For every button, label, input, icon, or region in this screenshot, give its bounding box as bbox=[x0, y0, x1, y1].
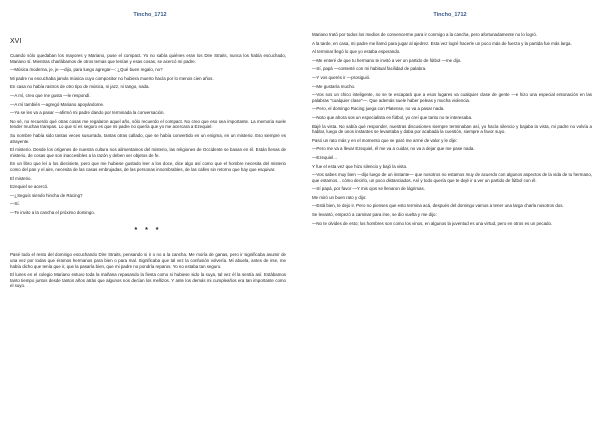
paragraph: Mariano trató por todos los medios de convencerme para ir conmigo a la cancha, pero afortunadamente no lo logró. bbox=[312, 32, 538, 37]
paragraph: —Noto que ahora sos un especialista en fútbol, yo creí que tanto no te interesaba. bbox=[312, 114, 473, 120]
right-page-body bbox=[300, 32, 600, 229]
paragraph: —¿Seguís siendo hincha de Racing? bbox=[10, 192, 83, 198]
paragraph: El misterio. bbox=[10, 175, 32, 181]
paragraph: —Ezequiel... bbox=[312, 154, 337, 160]
paragraph: —Vos sos un chico inteligente, no se te escapará que a esos lugares va cualquier clase de gente —e hizo una especial entonación en las palabras "cualquier clase"—. Que además suele haber peleas y mucha violencia. bbox=[312, 92, 592, 103]
paragraph: A la tarde, en casa, mi padre me llamó para jugar al ajedrez. Esta vez logré hacerle un poco más de fuerza y la partida fue más larga. bbox=[312, 40, 572, 46]
paragraph: —A mí, creo que me gusta —le respondí. bbox=[10, 92, 91, 98]
left-page-body bbox=[0, 38, 300, 292]
paragraph: —Me enteré de que tu hermano te invitó a ver un partido de fútbol —me dijo. bbox=[312, 57, 462, 63]
paragraph: Y fue el esta vez que hizo silencio y bajó la vista. bbox=[312, 163, 408, 169]
paragraph: —A mí también —agregó Mariano apoyándome. bbox=[10, 101, 105, 107]
paragraph: —Sí. bbox=[10, 201, 20, 207]
paragraph: —Te invito a la cancha el próximo domingo. bbox=[10, 209, 95, 215]
paragraph: —Me gustaría mucho. bbox=[312, 83, 356, 89]
paragraph: —Sí, papá —contesté con mi habitual facilidad de palabra. bbox=[312, 66, 427, 72]
paragraph: El misterio. Desde los orígenes de nuestra cultura nos alimentamos del misterio, las religiones de Occidente se basan en él. Están llenas de misterio, de cosas que son inaccesibles a la razón y deben ser objetos de fe. bbox=[10, 147, 286, 158]
chapter-title: XVI bbox=[10, 38, 22, 45]
paragraph: —Pero me va a llevar Ezequiel, él me va a cuidar, no va a dejar que me pase nada. bbox=[312, 146, 475, 152]
paragraph: —Pero, el domingo Racing juega con Platense, no va a pasar nada. bbox=[312, 106, 445, 112]
paragraph: El lunes en el colegio Mariano estuvo toda la mañana repasando la fiesta como si hubiese sido la suya, tal vez él la sentía así. Estábamos tanto tiempo juntos desde tantos años atrás que algunos nos decían los mellizos. Y ante los demás mi cumpleaños era tan importante como el suyo. bbox=[10, 272, 286, 289]
left-paragraphs-b bbox=[10, 252, 286, 289]
paragraph: Me miró un buen rato y dijo: bbox=[312, 194, 367, 200]
paragraph: Pasé todo el resto del domingo escuchando Dire Straits, pensando si ir o no a la cancha. Me moría de ganas, pero ir significaba asumir de una vez por todas que éramos hermanos para bien o para mal. Significaba que tal vez la confusión volvería. Mi abuela, antes de irse, me había dicho que tenía que ir, que la pasaría bien, que mi padre no pondría reparos. Yo no estaba tan seguro. bbox=[10, 252, 286, 269]
right-paragraphs bbox=[312, 32, 592, 226]
paragraph: Pasó un rato más y en el momento que se paró me armé de valor y le dije: bbox=[312, 137, 458, 143]
paragraph: —Ya se les va a pasar —afirmó mi padre dando por terminada la conversación. bbox=[10, 110, 165, 116]
left-paragraphs-a bbox=[10, 53, 286, 215]
left-page-header: Tincho_1712 bbox=[133, 12, 167, 18]
paragraph: Al terminar llegó lo que yo estaba esperando. bbox=[312, 49, 401, 55]
paragraph: No sé, no recuerdo qué otras cosas me regalaron aquel año, sólo recuerdo el compact. No creo que eso sea importante. La memoria suele tender muchas trampas. Lo que sí es seguro es que mi padre no quería que yo me acercara a Ezequiel. bbox=[10, 118, 286, 130]
paragraph: —Vos sabes muy bien —dijo luego de un instante— que nosotros no estamos muy de acuerdo con algunos aspectos de la vida de tu hermano, que estamos... cómo decirlo, un poco distanciados. Así y todo quería que te dejé ir a ver un partido de fútbol con él. bbox=[312, 172, 592, 183]
paragraph: —No te olvides de esto; los hombres son como los vinos, en algunos la juventud es una virtud, pero en otros es un pecado. bbox=[312, 220, 553, 226]
paragraph: En casa no había rastros de otro tipo de música, ni jazz, ni tango, nada. bbox=[10, 84, 150, 90]
paragraph: Cuando sólo quedaban los mayores y Mariano, puse el compact. Yo no sabía quiénes eran los Dire Straits, nunca los había escuchado, Mariano sí. Mientras charlábamos de otros temas que tenían y esas cosas, se acercó mi padre. bbox=[10, 53, 286, 64]
paragraph: En un libro que leí a los diecisiete, pero que me hubiese gustado leer a los doce, dice algo así como que el hombre necesita del misterio como del pan y el aire, necesita de las casas embrujadas, de las personas innombrables, de las calles sin retorno que hay que esquivar. bbox=[10, 161, 286, 172]
paragraph: Se levantó, empezó a caminar para irse, se dio vuelta y me dijo: bbox=[312, 212, 437, 218]
paragraph: Su nombre había sido tantas veces susurrado, tantas otras callado, que se había convertido en un enigma, en un misterio. Eso siempre es atrayente. bbox=[10, 132, 286, 144]
paragraph: —Sí papá, por favor —Y mis ojos se llenaron de lágrimas. bbox=[312, 186, 425, 192]
section-separator: * * * bbox=[134, 227, 162, 235]
right-page bbox=[300, 0, 600, 424]
paragraph: Bajé la vista. No sabía qué responder, nuestras discusiones siempre terminaban así, yo hacía silencio y bajaba la vista, mi padre no volvía a hablar, luego de unos instantes se levantaba y daba por acabada la cuestión, siempre a favor suyo. bbox=[312, 123, 592, 135]
paragraph: Ezequiel se acercó. bbox=[10, 184, 49, 190]
paragraph: —Música moderna, je, je —dijo, para luego agregar—: ¿Qué buen regalo, no? bbox=[10, 67, 163, 73]
paragraph: —Está bien, te dejo ir. Pero no pienses que esto termina acá, después del domingo vamos a tener una larga charla nosotros dos. bbox=[312, 203, 564, 209]
paragraph: Mi padre no escuchaba jamás música cuyo compositor no hubiera muerto hacía por lo menos cien años. bbox=[10, 75, 214, 81]
right-page-header: Tincho_1712 bbox=[433, 12, 467, 18]
paragraph: —Y vos querés ir —prosiguió. bbox=[312, 74, 371, 80]
